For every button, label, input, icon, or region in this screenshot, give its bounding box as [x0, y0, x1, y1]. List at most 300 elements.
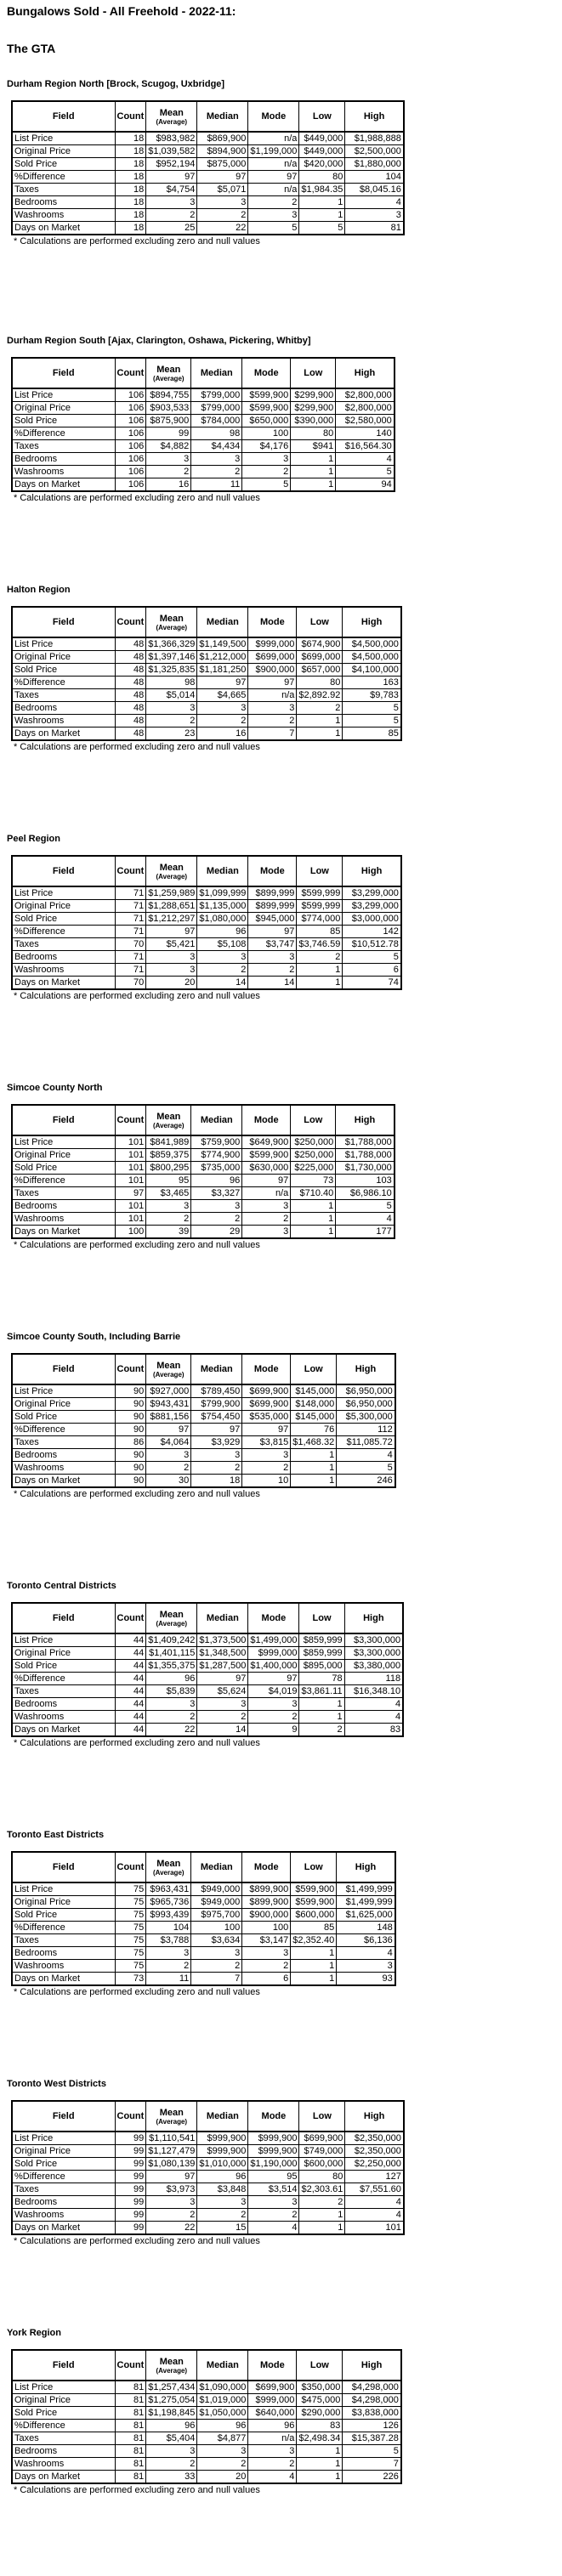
header-count: Count: [115, 1354, 146, 1384]
cell-count: 106: [115, 453, 146, 466]
header-low: Low: [297, 856, 343, 886]
cell-high: $1,499,999: [337, 1896, 395, 1909]
table-row: [12, 1882, 395, 1896]
cell-high: 4: [337, 1449, 395, 1462]
table-row: [12, 1411, 395, 1424]
cell-count: 48: [115, 637, 146, 651]
header-high: High: [345, 101, 404, 132]
stats-table: [11, 100, 405, 235]
region-title: York Region: [7, 2328, 61, 2338]
cell-high: $3,838,000: [343, 2407, 401, 2420]
cell-median: $1,287,500: [197, 1660, 248, 1673]
cell-median: 2: [191, 1213, 242, 1226]
cell-field: Taxes: [12, 1934, 115, 1947]
header-mode: Mode: [242, 1105, 291, 1135]
table-row: [12, 132, 404, 145]
cell-low: $599,999: [297, 900, 343, 913]
cell-mean: $4,882: [146, 440, 191, 453]
header-high: High: [336, 358, 395, 388]
cell-high: $3,300,000: [344, 1633, 403, 1647]
cell-high: 103: [336, 1175, 395, 1187]
cell-median: 14: [197, 1724, 248, 1737]
cell-low: $145,000: [291, 1384, 337, 1398]
cell-mean: 3: [146, 951, 197, 964]
cell-mode: $649,900: [242, 1135, 291, 1149]
cell-field: Original Price: [12, 1647, 115, 1660]
cell-low: 1: [291, 1213, 336, 1226]
cell-mean: 33: [146, 2471, 197, 2484]
cell-mean: 20: [146, 977, 197, 990]
header-field: Field: [12, 1354, 115, 1384]
cell-median: 3: [197, 196, 248, 209]
cell-low: $859,999: [299, 1647, 344, 1660]
cell-high: 4: [336, 453, 395, 466]
header-field: Field: [12, 1105, 115, 1135]
cell-high: 74: [343, 977, 401, 990]
cell-high: $2,580,000: [336, 415, 395, 427]
cell-count: 99: [115, 2209, 146, 2222]
cell-high: $2,350,000: [345, 2132, 404, 2145]
cell-field: Sold Price: [12, 913, 115, 926]
cell-field: Original Price: [12, 651, 115, 664]
cell-mean: $881,156: [146, 1411, 191, 1424]
header-mode: Mode: [248, 2350, 297, 2381]
cell-field: Original Price: [12, 1149, 115, 1162]
cell-field: %Difference: [12, 1175, 115, 1187]
cell-count: 106: [115, 466, 146, 478]
table-header-row: [12, 358, 395, 388]
cell-field: Bedrooms: [12, 1698, 115, 1711]
header-mean: [146, 856, 197, 886]
cell-low: 5: [299, 222, 345, 235]
table-row: [12, 1135, 395, 1149]
cell-mode: $899,900: [242, 1882, 291, 1896]
cell-count: 71: [115, 913, 146, 926]
cell-field: %Difference: [12, 677, 115, 689]
cell-low: 2: [297, 702, 343, 715]
cell-mode: 2: [242, 1462, 291, 1475]
region-section: [7, 1331, 555, 1580]
cell-mean: 97: [146, 1424, 191, 1436]
cell-mean: $5,421: [146, 938, 197, 951]
cell-field: Washrooms: [12, 466, 115, 478]
cell-mode: 3: [242, 1226, 291, 1239]
cell-count: 81: [115, 2458, 146, 2471]
table-header-row: [12, 1603, 403, 1633]
cell-mode: 14: [248, 977, 297, 990]
cell-median: 100: [191, 1922, 242, 1934]
cell-mean: $5,014: [146, 689, 197, 702]
cell-count: 44: [115, 1685, 146, 1698]
cell-field: Sold Price: [12, 2407, 115, 2420]
table-row: [12, 651, 401, 664]
header-mode: Mode: [248, 856, 297, 886]
table-row: [12, 1449, 395, 1462]
cell-low: $148,000: [291, 1398, 337, 1411]
table-header-row: [12, 607, 401, 637]
cell-field: %Difference: [12, 1673, 115, 1685]
header-count: Count: [115, 607, 146, 637]
table-row: [12, 415, 395, 427]
region-section: [7, 2327, 555, 2576]
cell-mode: $945,000: [248, 913, 297, 926]
cell-mean: $875,900: [146, 415, 191, 427]
cell-mode: 5: [242, 478, 291, 492]
stats-table: [11, 1353, 396, 1488]
cell-low: $699,000: [297, 651, 343, 664]
cell-mode: 97: [248, 1673, 299, 1685]
header-count: Count: [115, 1105, 146, 1135]
cell-mode: $535,000: [242, 1411, 291, 1424]
cell-field: List Price: [12, 886, 115, 900]
cell-count: 99: [115, 2145, 146, 2158]
cell-median: $799,000: [191, 402, 242, 415]
cell-mean: $1,127,479: [146, 2145, 197, 2158]
cell-median: 2: [197, 209, 248, 222]
cell-count: 106: [115, 415, 146, 427]
cell-median: $869,900: [197, 132, 248, 145]
cell-field: Taxes: [12, 1685, 115, 1698]
footnote: * Calculations are performed excluding zero and null values: [14, 1240, 260, 1250]
cell-high: $6,950,000: [337, 1398, 395, 1411]
table-row: [12, 1698, 403, 1711]
cell-mode: $1,400,000: [248, 1660, 299, 1673]
cell-mode: 2: [248, 964, 297, 977]
cell-median: $3,848: [197, 2183, 248, 2196]
cell-median: $949,000: [191, 1896, 242, 1909]
cell-low: $250,000: [291, 1135, 336, 1149]
cell-median: 2: [197, 715, 248, 728]
cell-median: 97: [197, 677, 248, 689]
cell-mode: $599,900: [242, 388, 291, 402]
table-row: [12, 1685, 403, 1698]
cell-count: 106: [115, 478, 146, 492]
cell-low: $2,498.34: [297, 2432, 343, 2445]
header-mode: Mode: [242, 358, 291, 388]
cell-field: Original Price: [12, 402, 115, 415]
cell-count: 44: [115, 1711, 146, 1724]
cell-mean: 2: [146, 466, 191, 478]
cell-low: $2,892.92: [297, 689, 343, 702]
header-mode: Mode: [248, 2101, 299, 2132]
cell-count: 44: [115, 1647, 146, 1660]
cell-mean: 97: [146, 926, 197, 938]
footnote: * Calculations are performed excluding zero and null values: [14, 236, 260, 246]
cell-median: 2: [191, 1462, 242, 1475]
cell-median: $1,050,000: [197, 2407, 248, 2420]
cell-count: 71: [115, 964, 146, 977]
cell-field: List Price: [12, 2132, 115, 2145]
header-mode: Mode: [242, 1354, 291, 1384]
cell-median: $975,700: [191, 1909, 242, 1922]
cell-median: $875,000: [197, 158, 248, 171]
cell-median: $1,212,000: [197, 651, 248, 664]
cell-high: 4: [344, 1698, 403, 1711]
cell-low: 2: [297, 951, 343, 964]
cell-median: $5,071: [197, 184, 248, 196]
table-row: [12, 1175, 395, 1187]
cell-high: 93: [337, 1973, 395, 1986]
header-field: Field: [12, 856, 115, 886]
cell-count: 71: [115, 951, 146, 964]
cell-median: $4,877: [197, 2432, 248, 2445]
table-row: [12, 2209, 404, 2222]
cell-mode: 5: [248, 222, 299, 235]
table-row: [12, 209, 404, 222]
cell-low: 80: [297, 677, 343, 689]
cell-mean: $1,401,115: [146, 1647, 197, 1660]
table-row: [12, 702, 401, 715]
cell-mean: 99: [146, 427, 191, 440]
cell-count: 106: [115, 402, 146, 415]
cell-mean: $894,755: [146, 388, 191, 402]
cell-count: 90: [115, 1462, 146, 1475]
cell-high: $1,788,000: [336, 1149, 395, 1162]
cell-high: 101: [345, 2222, 404, 2235]
cell-median: $735,000: [191, 1162, 242, 1175]
cell-count: 99: [115, 2171, 146, 2183]
cell-field: Original Price: [12, 1398, 115, 1411]
header-mean-sub: (Average): [156, 623, 188, 631]
table-row: [12, 1896, 395, 1909]
cell-field: Bedrooms: [12, 2196, 115, 2209]
cell-low: $145,000: [291, 1411, 337, 1424]
header-median: Median: [197, 1603, 248, 1633]
cell-high: $9,783: [343, 689, 401, 702]
cell-mean: $5,404: [146, 2432, 197, 2445]
footnote: * Calculations are performed excluding zero and null values: [14, 991, 260, 1001]
cell-mode: $599,900: [242, 402, 291, 415]
cell-mean: $3,973: [146, 2183, 197, 2196]
cell-low: 1: [291, 1462, 337, 1475]
cell-high: 7: [343, 2458, 401, 2471]
table-row: [12, 1909, 395, 1922]
cell-low: 1: [291, 1947, 337, 1960]
cell-high: $1,880,000: [345, 158, 404, 171]
header-mean: [146, 358, 191, 388]
cell-high: 4: [337, 1947, 395, 1960]
region-title: Toronto Central Districts: [7, 1581, 116, 1591]
cell-median: 97: [197, 1673, 248, 1685]
page-subtitle: The GTA: [7, 42, 56, 55]
region-section: [7, 584, 555, 833]
header-high: High: [343, 856, 401, 886]
cell-mean: 3: [146, 1449, 191, 1462]
table-row: [12, 1922, 395, 1934]
cell-mean: $1,409,242: [146, 1633, 197, 1647]
cell-mean: 30: [146, 1475, 191, 1488]
cell-high: 118: [344, 1673, 403, 1685]
cell-mean: 2: [146, 2458, 197, 2471]
cell-mode: $650,000: [242, 415, 291, 427]
cell-mode: 3: [242, 453, 291, 466]
cell-low: 1: [291, 466, 336, 478]
cell-median: 3: [197, 951, 248, 964]
cell-high: 94: [336, 478, 395, 492]
cell-low: 2: [299, 1724, 344, 1737]
cell-field: %Difference: [12, 1922, 115, 1934]
cell-low: $449,000: [299, 132, 345, 145]
cell-count: 90: [115, 1411, 146, 1424]
cell-mean: 2: [146, 1213, 191, 1226]
cell-median: $1,135,000: [197, 900, 248, 913]
cell-median: $774,900: [191, 1149, 242, 1162]
cell-mode: $1,190,000: [248, 2158, 299, 2171]
cell-count: 48: [115, 689, 146, 702]
footnote: * Calculations are performed excluding zero and null values: [14, 742, 260, 752]
cell-field: Taxes: [12, 2183, 115, 2196]
cell-field: Days on Market: [12, 1973, 115, 1986]
cell-mode: $599,900: [242, 1149, 291, 1162]
cell-count: 75: [115, 1909, 146, 1922]
cell-low: 1: [291, 1475, 337, 1488]
cell-mode: $899,900: [242, 1896, 291, 1909]
cell-mode: $4,176: [242, 440, 291, 453]
cell-median: $1,149,500: [197, 637, 248, 651]
table-row: [12, 427, 395, 440]
table-row: [12, 2471, 401, 2484]
table-row: [12, 913, 401, 926]
cell-low: 73: [291, 1175, 336, 1187]
cell-mode: $999,900: [248, 2132, 299, 2145]
cell-low: $749,000: [299, 2145, 345, 2158]
cell-high: 5: [343, 702, 401, 715]
cell-mode: n/a: [248, 132, 299, 145]
cell-count: 90: [115, 1384, 146, 1398]
table-row: [12, 1633, 403, 1647]
cell-count: 71: [115, 886, 146, 900]
table-header-row: [12, 1852, 395, 1882]
cell-low: 76: [291, 1424, 337, 1436]
cell-mean: 2: [146, 2209, 197, 2222]
table-row: [12, 2458, 401, 2471]
table-row: [12, 977, 401, 990]
table-row: [12, 2432, 401, 2445]
region-title: Simcoe County South, Including Barrie: [7, 1332, 181, 1342]
cell-high: 5: [337, 1462, 395, 1475]
cell-field: Original Price: [12, 900, 115, 913]
cell-median: $3,327: [191, 1187, 242, 1200]
cell-field: Washrooms: [12, 2209, 115, 2222]
table-row: [12, 1711, 403, 1724]
footnote: * Calculations are performed excluding zero and null values: [14, 2236, 260, 2246]
cell-median: $4,665: [197, 689, 248, 702]
cell-median: $1,080,000: [197, 913, 248, 926]
cell-mode: $699,900: [248, 2381, 297, 2394]
cell-high: $2,800,000: [336, 402, 395, 415]
table-row: [12, 1673, 403, 1685]
table-row: [12, 1960, 395, 1973]
cell-field: Washrooms: [12, 1960, 115, 1973]
cell-mean: $1,325,835: [146, 664, 197, 677]
cell-field: Days on Market: [12, 728, 115, 741]
cell-low: 80: [299, 171, 345, 184]
cell-mean: 16: [146, 478, 191, 492]
cell-count: 86: [115, 1436, 146, 1449]
cell-high: 5: [343, 715, 401, 728]
cell-count: 71: [115, 900, 146, 913]
cell-field: List Price: [12, 1633, 115, 1647]
header-count: Count: [115, 2101, 146, 2132]
cell-field: Original Price: [12, 145, 115, 158]
cell-high: 177: [336, 1226, 395, 1239]
cell-mode: 97: [242, 1175, 291, 1187]
cell-mean: $952,194: [146, 158, 197, 171]
cell-mean: 3: [146, 1698, 197, 1711]
cell-median: $1,099,999: [197, 886, 248, 900]
header-mean-sub: (Average): [156, 2366, 188, 2375]
cell-field: Bedrooms: [12, 1947, 115, 1960]
cell-count: 106: [115, 427, 146, 440]
cell-field: List Price: [12, 132, 115, 145]
header-high: High: [336, 1105, 395, 1135]
table-row: [12, 388, 395, 402]
header-count: Count: [115, 1852, 146, 1882]
cell-count: 18: [115, 171, 146, 184]
footnote: * Calculations are performed excluding zero and null values: [14, 1987, 260, 1997]
cell-median: 2: [197, 964, 248, 977]
header-mean: [146, 607, 197, 637]
table-row: [12, 1424, 395, 1436]
header-low: Low: [291, 1852, 337, 1882]
cell-count: 90: [115, 1475, 146, 1488]
cell-mean: 3: [146, 196, 197, 209]
cell-low: $225,000: [291, 1162, 336, 1175]
cell-low: 1: [297, 2445, 343, 2458]
cell-median: $894,900: [197, 145, 248, 158]
cell-high: $16,348.10: [344, 1685, 403, 1698]
cell-count: 70: [115, 938, 146, 951]
header-median: Median: [197, 856, 248, 886]
cell-high: $2,350,000: [345, 2145, 404, 2158]
cell-high: $3,300,000: [344, 1647, 403, 1660]
header-count: Count: [115, 1603, 146, 1633]
cell-high: 4: [344, 1711, 403, 1724]
cell-mode: n/a: [248, 2432, 297, 2445]
table-row: [12, 1162, 395, 1175]
cell-mode: 2: [242, 466, 291, 478]
cell-field: Days on Market: [12, 1724, 115, 1737]
cell-mean: $1,198,845: [146, 2407, 197, 2420]
cell-field: Washrooms: [12, 715, 115, 728]
cell-count: 70: [115, 977, 146, 990]
table-row: [12, 2145, 404, 2158]
cell-count: 99: [115, 2132, 146, 2145]
cell-median: 3: [197, 1698, 248, 1711]
cell-mode: n/a: [248, 184, 299, 196]
cell-mean: $4,754: [146, 184, 197, 196]
cell-field: Washrooms: [12, 1462, 115, 1475]
header-mean: [146, 1852, 191, 1882]
cell-mode: 97: [248, 926, 297, 938]
cell-mode: 10: [242, 1475, 291, 1488]
cell-mode: 2: [248, 196, 299, 209]
region-section: [7, 78, 555, 335]
cell-count: 48: [115, 677, 146, 689]
table-row: [12, 2445, 401, 2458]
cell-mode: 2: [248, 715, 297, 728]
cell-count: 18: [115, 196, 146, 209]
header-mode: Mode: [248, 607, 297, 637]
cell-median: $1,373,500: [197, 1633, 248, 1647]
cell-count: 44: [115, 1698, 146, 1711]
header-mean-sub: (Average): [152, 1868, 184, 1877]
header-count: Count: [115, 101, 146, 132]
cell-low: $390,000: [291, 415, 336, 427]
table-row: [12, 440, 395, 453]
cell-count: 101: [115, 1149, 146, 1162]
cell-median: $3,634: [191, 1934, 242, 1947]
